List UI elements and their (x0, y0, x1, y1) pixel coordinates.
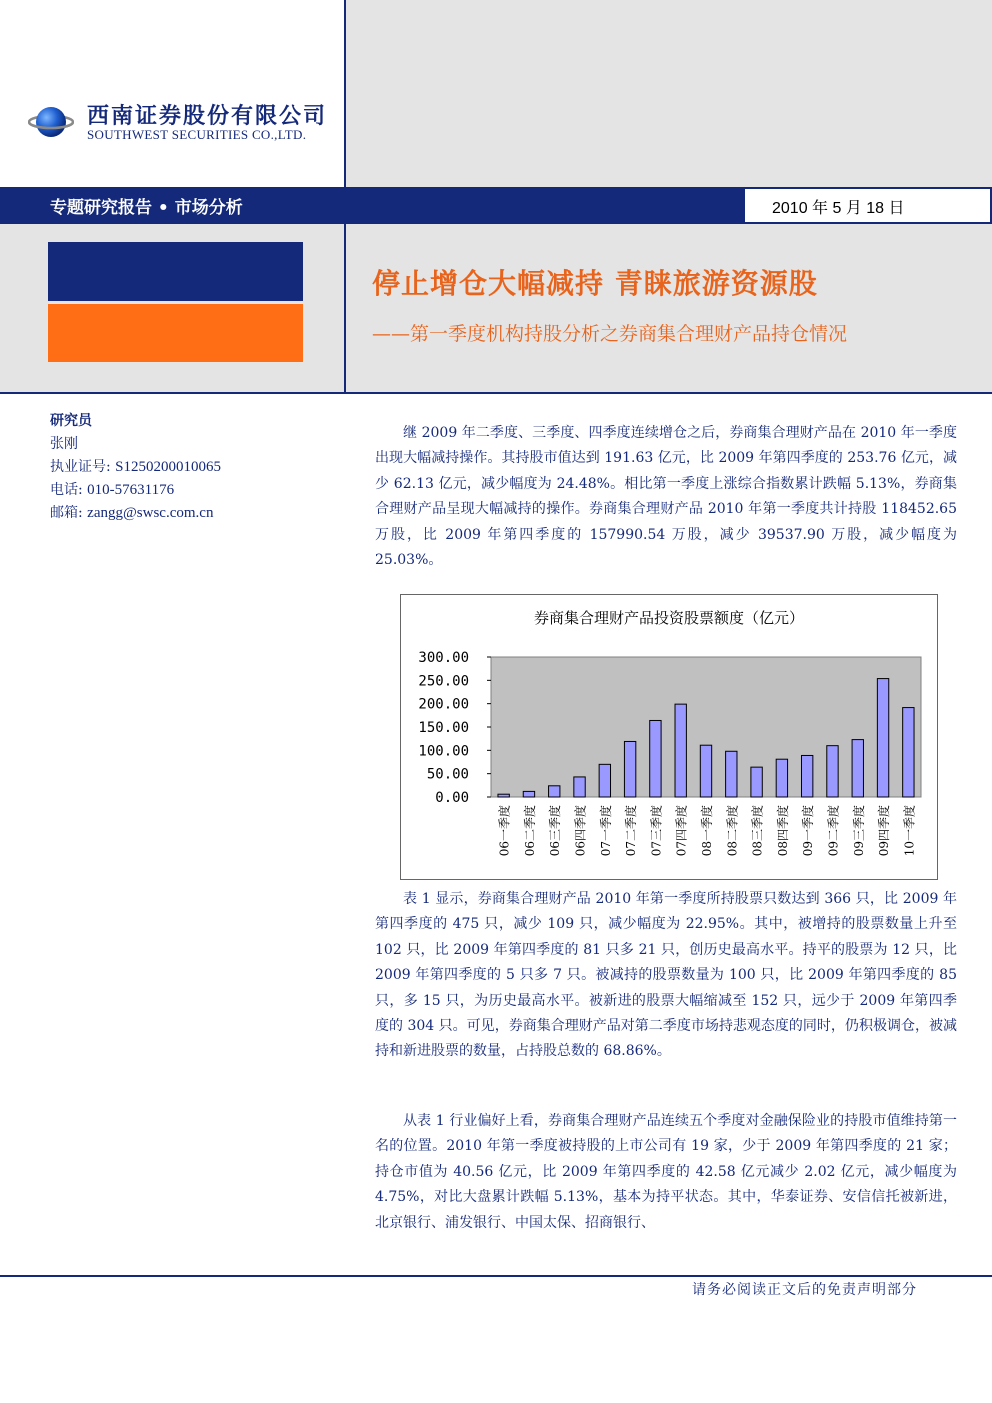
report-type: 专题研究报告 • 市场分析 (50, 198, 243, 218)
x-tick-label: 08四季度 (775, 805, 790, 857)
orange-decor-block (48, 304, 303, 362)
chart-bar (523, 791, 534, 797)
x-tick-label: 06一季度 (497, 805, 512, 857)
chart-bar (574, 777, 585, 797)
x-tick-label: 09二季度 (826, 805, 841, 857)
email-row (50, 502, 221, 525)
phone-value: 010-57631176 (87, 482, 175, 498)
body-paragraph-2: 表 1 显示，券商集合理财产品 2010 年第一季度所持股票只数达到 366 只，比 2009 年第四季度的 475 只，减少 109 只，减少幅度为 22.95%。其中，被增持的股票数量上升至 102 只，比 2009 年第四季度的 81 只多 21 只，创历史最高水平。持平的股票为 12 只，比 2009 年第四季度的 5 只多 7 只。被减持的股票数量为 100 只，比 2009 年第四季度的 85 只，多 15 只，为历史最高水平。被新进的股票大幅缩减至 152 只，远少于 2009 年第四季度的 304 只。可见，券商集合理财产品对第二季度市场持悲观态度的同时，仍积极调仓，被减持和新进股票的数量，占持股总数的 68.86%。 (375, 891, 957, 1060)
footer-divider (0, 1275, 992, 1277)
chart-bar (726, 751, 737, 797)
chart-bar (751, 767, 762, 797)
y-tick-label: 150.00 (418, 720, 469, 736)
company-name-cn: 西南证券股份有限公司 (87, 103, 328, 129)
globe-logo-icon (28, 102, 74, 142)
analyst-name: 张刚 (50, 436, 78, 452)
cert-label: 执业证号: (50, 459, 111, 475)
x-tick-label: 10一季度 (902, 805, 917, 857)
x-tick-label: 07四季度 (674, 805, 689, 857)
chart-bar (827, 746, 838, 797)
chart-bar (599, 764, 610, 797)
analyst-heading: 研究员 (50, 413, 92, 429)
y-tick-label: 50.00 (426, 766, 469, 783)
chart-canvas (401, 595, 937, 879)
email-label: 邮箱: (50, 505, 83, 521)
x-tick-label: 07二季度 (624, 805, 639, 857)
y-tick-label: 300.00 (418, 650, 469, 666)
cert-row (50, 456, 221, 479)
blue-decor-block (48, 242, 303, 301)
x-tick-label: 07一季度 (598, 805, 613, 857)
report-date: 2010 年 5 月 18 日 (772, 200, 905, 217)
x-tick-label: 08二季度 (725, 805, 740, 857)
y-tick-label: 250.00 (418, 673, 469, 690)
chart-bar (624, 741, 635, 797)
chart-bar (675, 704, 686, 797)
x-tick-label: 07三季度 (649, 805, 664, 857)
company-name-en: SOUTHWEST SECURITIES CO.,LTD. (87, 127, 307, 142)
chart-bar (776, 759, 787, 797)
chart-bar (801, 755, 812, 797)
x-tick-label: 06三季度 (548, 805, 563, 857)
chart-bar (549, 786, 560, 797)
chart-bar (700, 745, 711, 797)
body-paragraph-1: 继 2009 年二季度、三季度、四季度连续增仓之后，券商集合理财产品在 2010 年一季度出现大幅减持操作。其持股市值达到 191.63 亿元，比 2009 年第四季度的 253.76 亿元，减少 62.13 亿元，减少幅度为 24.48%。相比第一季度上涨综合指数累计跌幅 5.13%，券商集合理财产品呈现大幅减持的操作。券商集合理财产品 2010 年第一季度共计持股 118452.65 万股，比 2009 年第四季度的 157990.54 万股，减少 39537.90 万股，减少幅度为 25.03%。 (375, 425, 957, 569)
chart-bar (650, 720, 661, 797)
y-tick-label: 200.00 (418, 696, 469, 713)
header-gray-panel (345, 0, 992, 187)
x-tick-label: 08一季度 (700, 805, 714, 857)
page-title: 停止增仓大幅减持 青睐旅游资源股 (372, 267, 818, 300)
x-tick-label: 08三季度 (750, 805, 765, 857)
bar-chart (400, 594, 938, 880)
x-tick-label: 09四季度 (877, 805, 892, 857)
chart-bar (498, 794, 509, 797)
chart-title: 券商集合理财产品投资股票额度（亿元） (533, 609, 805, 627)
email-value[interactable]: zangg@swsc.com.cn (87, 505, 214, 521)
disclaimer-note: 请务必阅读正文后的免责声明部分 (692, 1282, 917, 1298)
phone-label: 电话: (50, 482, 83, 498)
y-tick-label: 0.00 (435, 790, 469, 806)
chart-bar (877, 679, 888, 797)
x-tick-label: 06四季度 (573, 805, 588, 857)
x-tick-label: 09三季度 (851, 805, 866, 857)
y-tick-label: 100.00 (418, 743, 469, 760)
chart-bar (852, 740, 863, 797)
x-tick-label: 09一季度 (801, 805, 816, 857)
page-subtitle: ——第一季度机构持股分析之券商集合理财产品持仓情况 (372, 323, 848, 345)
x-tick-label: 06二季度 (522, 805, 537, 857)
analyst-info (50, 410, 221, 525)
vertical-divider (344, 0, 346, 392)
chart-bar (903, 708, 914, 797)
cert-value: S1250200010065 (115, 459, 222, 475)
body-paragraph-3: 从表 1 行业偏好上看，券商集合理财产品连续五个季度对金融保险业的持股市值维持第一名的位置。2010 年第一季度被持股的上市公司有 19 家，少于 2009 年第四季度的 21 家；持仓市值为 40.56 亿元，比 2009 年第四季度的 42.58 亿元减少 2.02 亿元，减少幅度为 4.75%，对比大盘累计跌幅 5.13%，基本为持平状态。其中，华泰证券、安信信托被新进，北京银行、浦发银行、中国太保、招商银行、 (375, 1113, 957, 1231)
title-divider (0, 392, 992, 394)
phone-row (50, 479, 221, 502)
